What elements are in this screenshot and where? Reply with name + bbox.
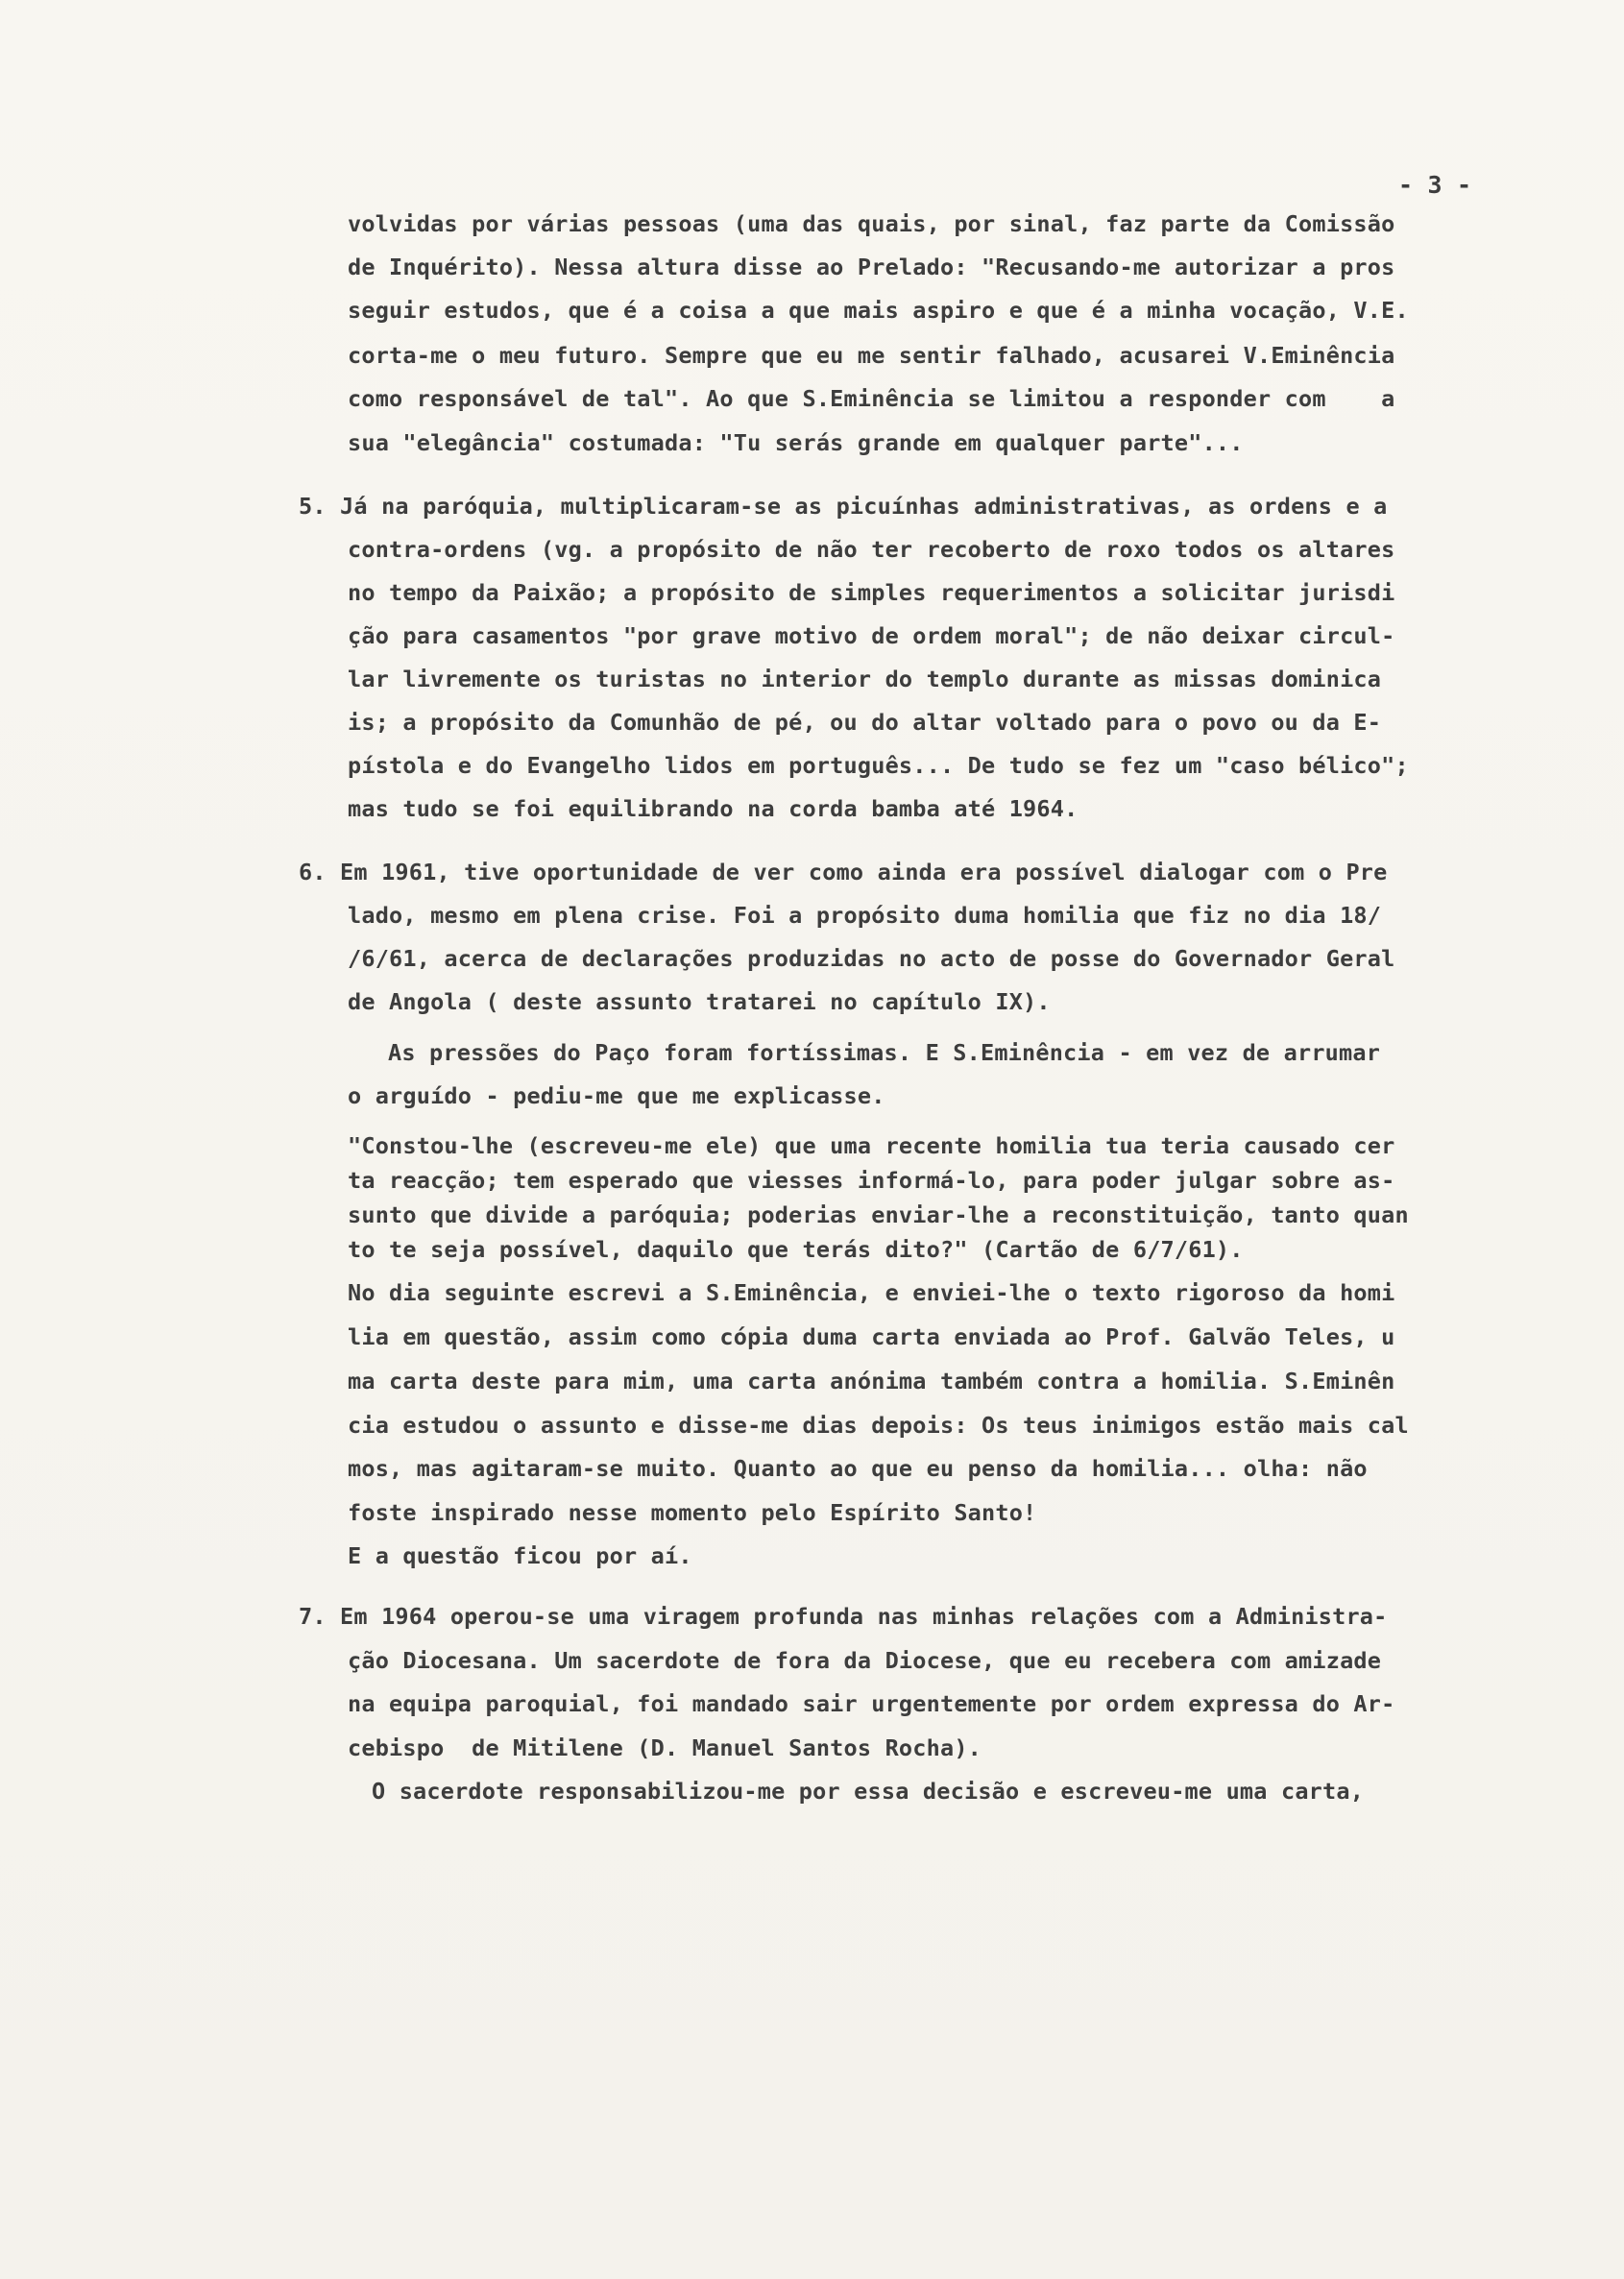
text-line: corta-me o meu futuro. Sempre que eu me sentir falhado, acusarei V.Eminência xyxy=(348,342,1395,369)
page-number: - 3 - xyxy=(1398,171,1472,199)
text-line: is; a propósito da Comunhão de pé, ou do altar voltado para o povo ou da E- xyxy=(348,709,1382,736)
text-line: mos, mas agitaram-se muito. Quanto ao que eu penso da homilia... olha: não xyxy=(348,1455,1368,1482)
text-line: no tempo da Paixão; a propósito de simples requerimentos a solicitar jurisdi xyxy=(348,579,1395,606)
text-line: ma carta deste para mim, uma carta anónima também contra a homilia. S.Eminên xyxy=(348,1368,1395,1394)
text-line: No dia seguinte escrevi a S.Eminência, e enviei-lhe o texto rigoroso da homi xyxy=(348,1279,1395,1306)
text-line: lar livremente os turistas no interior do templo durante as missas dominica xyxy=(348,666,1382,692)
text-line: 7. Em 1964 operou-se uma viragem profunda nas minhas relações com a Administra- xyxy=(299,1603,1388,1630)
text-line: "Constou-lhe (escreveu-me ele) que uma recente homilia tua teria causado cer xyxy=(348,1132,1395,1159)
text-line: cia estudou o assunto e disse-me dias depois: Os teus inimigos estão mais cal xyxy=(348,1412,1409,1439)
text-line: seguir estudos, que é a coisa a que mais aspiro e que é a minha vocação, V.E. xyxy=(348,297,1409,324)
text-line: sua "elegância" costumada: "Tu serás grande em qualquer parte"... xyxy=(348,429,1244,456)
text-line: contra-ordens (vg. a propósito de não ter recoberto de roxo todos os altares xyxy=(348,536,1395,563)
text-line: volvidas por várias pessoas (uma das quais, por sinal, faz parte da Comissão xyxy=(348,210,1395,237)
text-line: de Inquérito). Nessa altura disse ao Prelado: "Recusando-me autorizar a pros xyxy=(348,254,1395,280)
text-line: to te seja possível, daquilo que terás dito?" (Cartão de 6/7/61). xyxy=(348,1236,1244,1263)
text-line: O sacerdote responsabilizou-me por essa decisão e escreveu-me uma carta, xyxy=(372,1778,1365,1805)
text-line: As pressões do Paço foram fortíssimas. E S.Eminência - em vez de arrumar xyxy=(388,1039,1381,1066)
text-line: lia em questão, assim como cópia duma carta enviada ao Prof. Galvão Teles, u xyxy=(348,1323,1395,1350)
text-line: de Angola ( deste assunto tratarei no capítulo IX). xyxy=(348,988,1051,1015)
text-line: mas tudo se foi equilibrando na corda bamba até 1964. xyxy=(348,795,1079,822)
text-line: foste inspirado nesse momento pelo Espírito Santo! xyxy=(348,1499,1037,1526)
text-line: 6. Em 1961, tive oportunidade de ver como ainda era possível dialogar com o Pre xyxy=(299,859,1388,885)
text-line: /6/61, acerca de declarações produzidas no acto de posse do Governador Geral xyxy=(348,945,1395,972)
text-line: como responsável de tal". Ao que S.Eminência se limitou a responder com a xyxy=(348,385,1395,412)
text-line: pístola e do Evangelho lidos em português... De tudo se fez um "caso bélico"; xyxy=(348,752,1409,779)
text-line: sunto que divide a paróquia; poderias enviar-lhe a reconstituição, tanto quan xyxy=(348,1201,1409,1228)
text-line: na equipa paroquial, foi mandado sair urgentemente por ordem expressa do Ar- xyxy=(348,1690,1395,1717)
text-line: ção para casamentos "por grave motivo de ordem moral"; de não deixar circul- xyxy=(348,622,1395,649)
text-line: cebispo de Mitilene (D. Manuel Santos Rocha). xyxy=(348,1734,982,1761)
text-line: ção Diocesana. Um sacerdote de fora da Diocese, que eu recebera com amizade xyxy=(348,1647,1382,1674)
text-line: lado, mesmo em plena crise. Foi a propósito duma homilia que fiz no dia 18/ xyxy=(348,902,1382,929)
text-line: o arguído - pediu-me que me explicasse. xyxy=(348,1082,885,1109)
text-line: 5. Já na paróquia, multiplicaram-se as picuínhas administrativas, as ordens e a xyxy=(299,493,1388,520)
text-line: E a questão ficou por aí. xyxy=(348,1542,692,1569)
text-line: ta reacção; tem esperado que viesses informá-lo, para poder julgar sobre as- xyxy=(348,1167,1395,1194)
